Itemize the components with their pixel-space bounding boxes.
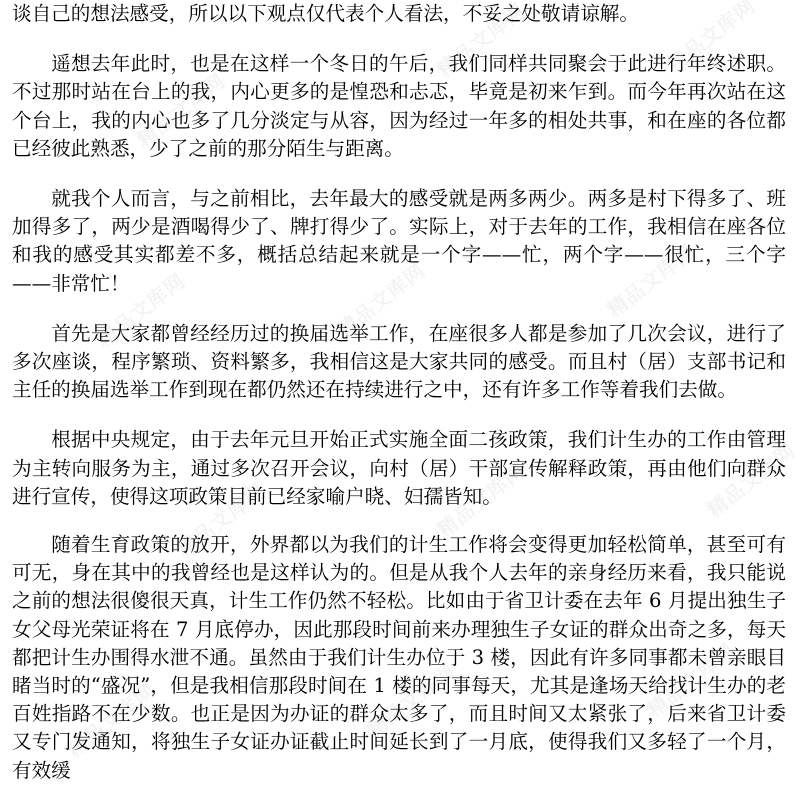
paragraph-two-child-policy: 根据中央规定，由于去年元旦开始正式实施全面二孩政策，我们计生办的工作由管理为主转向服务为主，通过多次召开会议，向村（居）干部宣传解释政策，再由他们向群众进行宣传，使得这项政策目前已经家喻户晓、妇孺皆知。 (12, 428, 786, 508)
paragraph-two-more-two-less: 就我个人而言，与之前相比，去年最大的感受就是两多两少。两多是村下得多了、班加得多了，两少是酒喝得少了、牌打得少了。实际上，对于去年的工作，我相信在座各位和我的感受其实都差不多，概括总结起来就是一个字——忙，两个字——很忙，三个字——非常忙！ (12, 187, 786, 295)
paragraph-spacer (12, 404, 786, 426)
paragraph-spacer (12, 163, 786, 185)
paragraph-spacer (12, 28, 786, 50)
paragraph-family-planning-workload: 随着生育政策的放开，外界都以为我们的计生工作将会变得更加轻松简单，甚至可有可无，身在其中的我曾经也是这样认为的。但是从我个人去年的亲身经历来看，我只能说之前的想法很傻很天真，计生工作仍然不轻松。比如由于省卫计委在去年 6 月提出独生子女父母光荣证将在 7 月底停办，因此那段时间前来办理独生子女证的群众出奇之多，每天都把计生办围得水泄不通。虽然由于我们计生办位于 3 楼，因此有许多同事都未曾亲眼目睹当时的“盛况”，但是我相信那段时间在 1 楼的同事每天，尤其是逢场天给找计生办的老百姓指路不在少数。也正是因为办证的群众太多了，而且时间又太紧张了，后来省卫计委又专门发通知，将独生子女证办证截止时间延长到了一月底，使得我们又多轻了一个月，有效缓 (12, 533, 786, 782)
paragraph-election-work: 首先是大家都曾经经历过的换届选举工作，在座很多人都是参加了几次会议，进行了多次座谈，程序繁琐、资料繁多，我相信这是大家共同的感受。而且村（居）支部书记和主任的换届选举工作到现在都仍然还在持续进行之中，还有许多工作等着我们去做。 (12, 321, 786, 402)
paragraph-continued-top: 谈自己的想法感受，所以以下观点仅代表个人看法，不妥之处敬请谅解。 (12, 2, 639, 25)
paragraph-last-year-recall: 遥想去年此时，也是在这样一个冬日的午后，我们同样共同聚会于此进行年终述职。不过那时站在台上的我，内心更多的是惶恐和忐忑，毕竟是初来乍到。而今年再次站在这个台上，我的内心也多了几分淡定与从容，因为经过一年多的相处共事，和在座的各位都已经彼此熟悉，少了之前的那分陌生与距离。 (12, 52, 786, 160)
paragraph-spacer (12, 298, 786, 320)
paragraph-spacer (12, 511, 786, 531)
